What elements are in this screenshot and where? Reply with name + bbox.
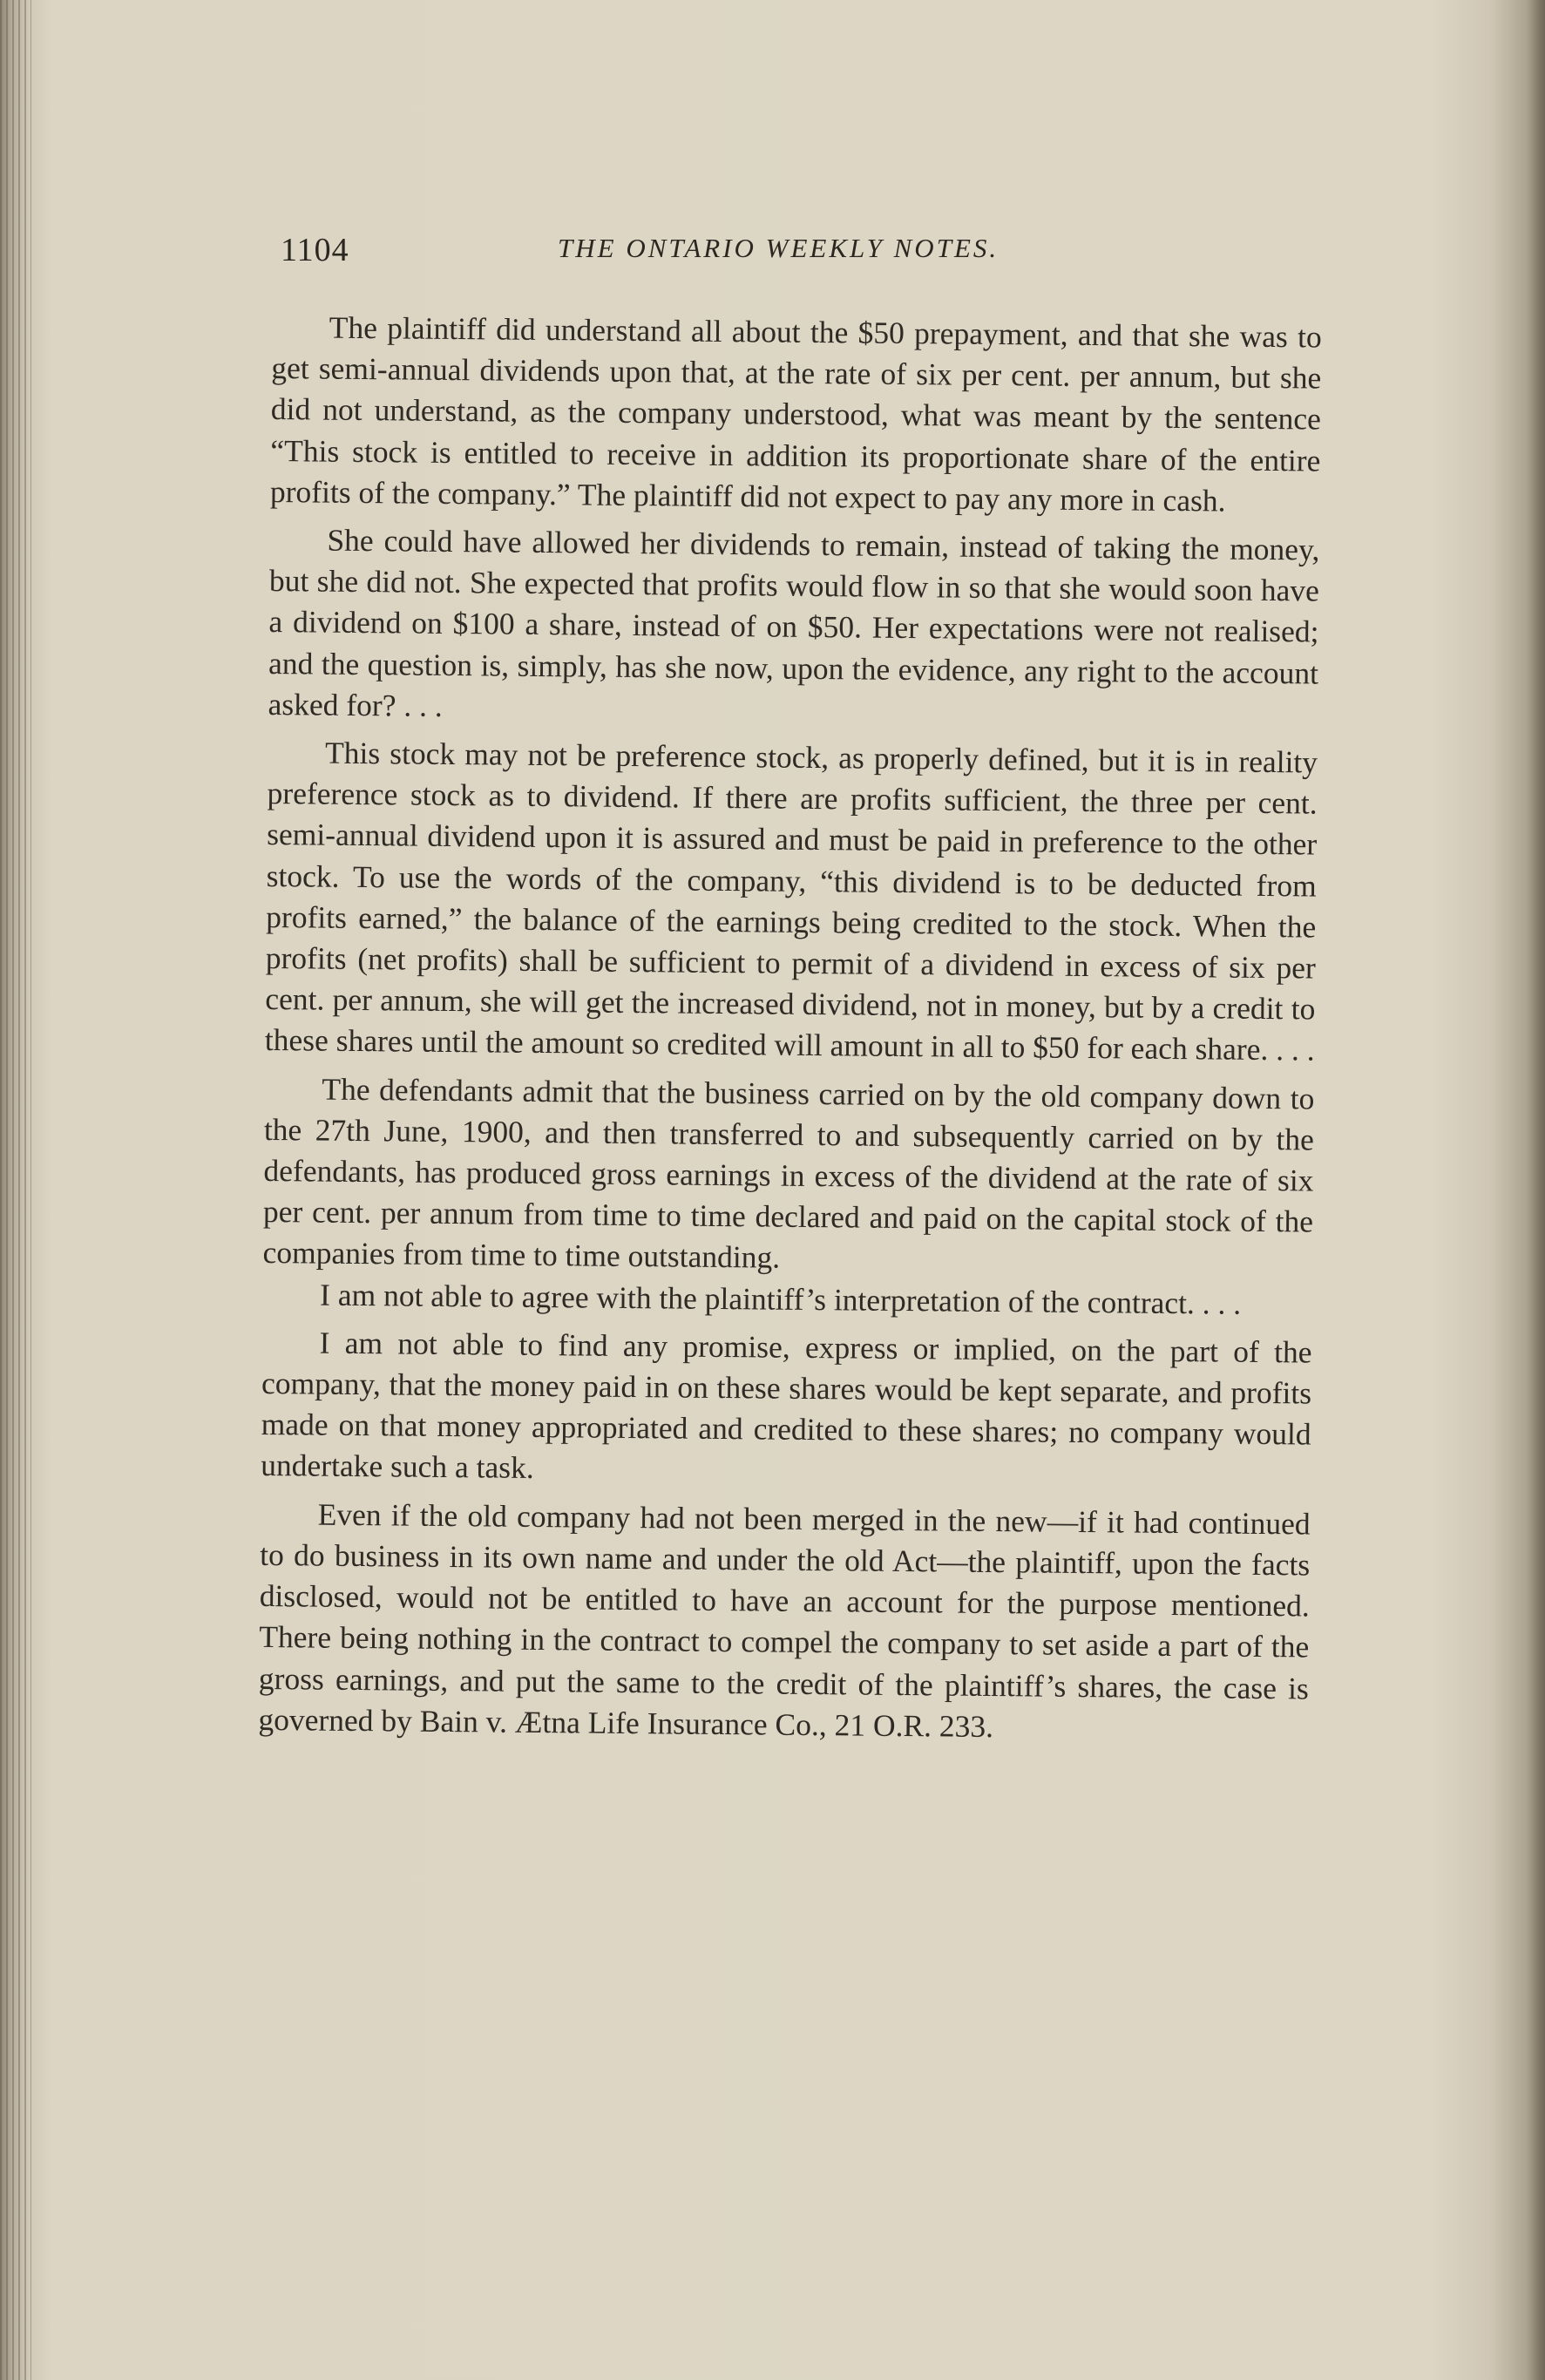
paragraph-6: I am not able to find any promise, express or implied, on the part of the company, that the money paid in on these shares would be kept separate, and profits made on that money appropriated and credited to these shares; no company would undertake such a task. bbox=[261, 1325, 1312, 1486]
paragraph-1: The plaintiff did understand all about the $50 prepayment, and that she was to get semi-annual dividends upon that, at the rate of six per cent. per annum, but she did not understand, as the company understood, what was meant by the sentence “This stock is entitled to receive in addition its proportionate share of the entire profits of the company.” The plaintiff did not expect to pay any more in cash. bbox=[269, 309, 1322, 519]
paragraph-7: Even if the old company had not been merged in the new—if it had continued to do business in its own name and under the old Act—the plaintiff, upon the facts disclosed, would not be entitled to have an account for the purpose mentioned. There being nothing in the contract to compel the company to set aside a part of the gross earnings, and put the same to the credit of the plaintiff’s shares, the case is governed by Bain v. Ætna Life Insurance Co., 21 O.R. 233. bbox=[258, 1496, 1311, 1744]
page-header bbox=[281, 231, 1318, 283]
paragraph-3: This stock may not be preference stock, as properly defined, but it is in reality preference stock as to dividend. If there are profits sufficient, the three per cent. semi-annual dividend upon it is assured and must be paid in preference to the other stock. To use the words of the company, “this dividend is to be deducted from profits earned,” the balance of the earnings being credited to the stock. When the profits (net profits) shall be sufficient to permit of a dividend in excess of six per cent. per annum, she will get the increased dividend, not in money, but by a credit to these shares until the amount so credited will amount in all to $50 for each share. . . . bbox=[264, 735, 1318, 1068]
paragraph-2: She could have allowed her dividends to remain, instead of taking the money, but she did not. She expected that profits would flow in so that she would soon have a dividend on $100 a share, instead of on $50. Her expectations were not realised; and the question is, simply, has she now, upon the evidence, any right to the account asked for? . . . bbox=[268, 522, 1320, 723]
body-text bbox=[258, 307, 1322, 1750]
page-number: 1104 bbox=[281, 232, 349, 268]
page-edge-shadow bbox=[1526, 0, 1545, 2380]
book-spine-shadow bbox=[0, 0, 31, 2380]
running-title: THE ONTARIO WEEKLY NOTES. bbox=[558, 233, 1000, 263]
paragraph-4: The defendants admit that the business carried on by the old company down to the 27th June, 1900, and then transferred to and subsequently carried on by the defendants, has produced gross earnings in excess of the dividend at the rate of six per cent. per annum from time to time declared and paid on the capital stock of the companies from time to time outstanding. bbox=[262, 1071, 1315, 1276]
paragraph-5: I am not able to agree with the plaintiff’s interpretation of the contract. . . . bbox=[319, 1277, 1242, 1321]
